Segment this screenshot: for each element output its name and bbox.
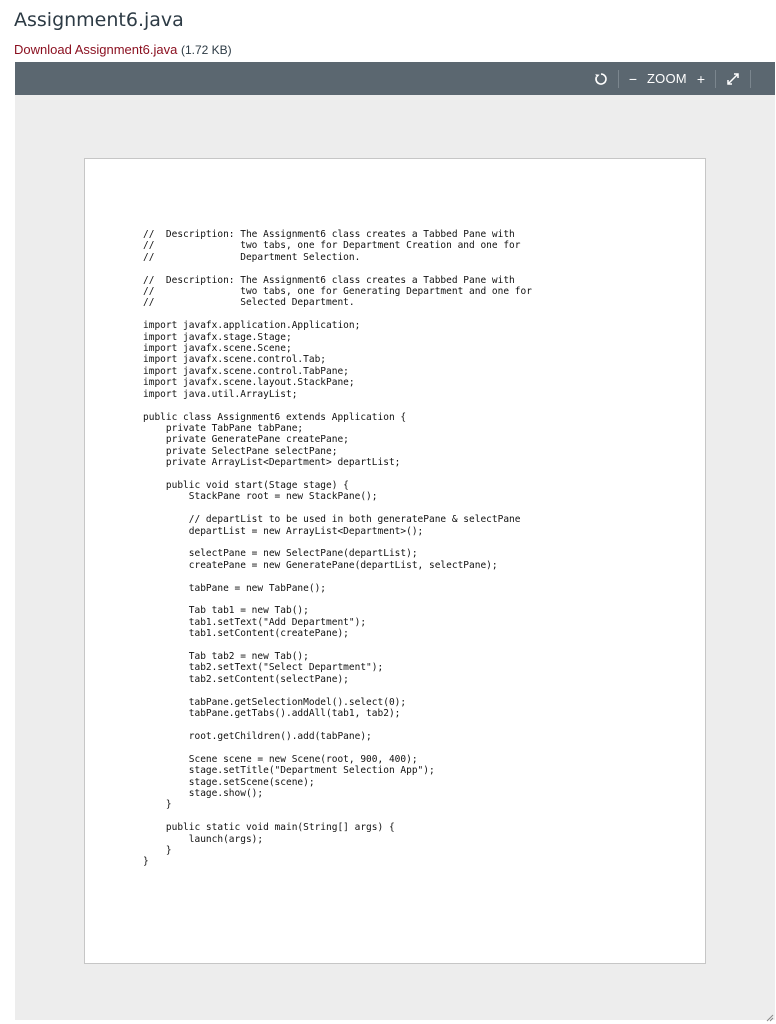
viewer-toolbar [15,62,775,95]
fullscreen-button[interactable] [726,62,740,95]
rotate-icon [594,72,608,86]
toolbar-divider [715,70,716,88]
rotate-button[interactable] [594,62,608,95]
document-viewer [15,62,775,1020]
file-title: Assignment6.java [14,9,184,31]
download-link[interactable]: Download Assignment6.java [14,42,178,57]
download-row [14,42,232,57]
zoom-label: ZOOM [647,71,687,86]
zoom-in-button[interactable]: + [696,70,705,87]
toolbar-divider [618,70,619,88]
resize-grip-icon[interactable] [766,1014,774,1022]
file-size: (1.72 KB) [180,43,232,57]
document-page [84,158,706,964]
zoom-out-button[interactable]: − [628,70,638,87]
expand-icon [726,72,740,86]
toolbar-divider [750,70,751,88]
code-content: // Description: The Assignment6 class creates a Tabbed Pane with // two tabs, one for Department Creation and one for // Department Selection. // Description: The Assignment6 class creates a Tabbed Pane with // two tabs, one for Generating Department and one for // Selected Department. import javafx.application.Application; import javafx.stage.Stage; import javafx.scene.Scene; import javafx.scene.control.Tab; import javafx.scene.control.TabPane; import javafx.scene.layout.StackPane; import java.util.ArrayList; public class Assignment6 extends Application { private TabPane tabPane; private GeneratePane createPane; private SelectPane selectPane; private ArrayList<Department> departList; public void start(Stage stage) { StackPane root = new StackPane(); // departList to be used in both generatePane & selectPane departList = new ArrayList<Department>(); selectPane = new SelectPane(departList); createPane = new GeneratePane(departList, selectPane); tabPane = new TabPane(); Tab tab1 = new Tab(); tab1.setText("Add Department"); tab1.setContent(createPane); Tab tab2 = new Tab(); tab2.setText("Select Department"); tab2.setContent(selectPane); tabPane.getSelectionModel().select(0); tabPane.getTabs().addAll(tab1, tab2); root.getChildren().add(tabPane); Scene scene = new Scene(root, 900, 400); stage.setTitle("Department Selection App"); stage.setScene(scene); stage.show(); } public static void main(String[] args) { launch(args); } } [143,229,532,868]
